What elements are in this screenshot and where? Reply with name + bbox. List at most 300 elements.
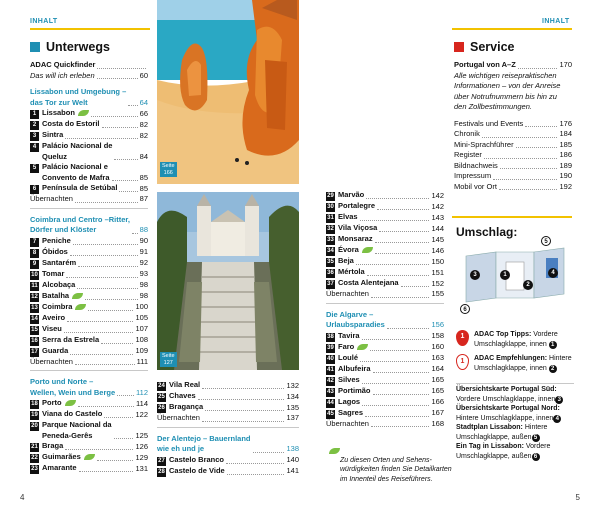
leader-dots — [518, 68, 558, 69]
leader-dots — [132, 233, 138, 234]
page-number: 155 — [431, 289, 444, 298]
page-number: 185 — [559, 139, 572, 149]
page-number: 82 — [139, 130, 148, 140]
marker-6: 6 — [460, 304, 470, 314]
entry-label: 15 Viseu — [31, 323, 62, 333]
toc-entry — [30, 346, 148, 357]
leader-dots — [114, 438, 134, 439]
entry-label: 4 Palácio Nacional de Queluz — [30, 141, 112, 162]
toc-entry — [30, 452, 148, 463]
entry-label: 29 Marvão — [327, 190, 365, 199]
entry-label: 16 Serra da Estrela — [31, 334, 100, 344]
toc-entry — [326, 223, 444, 234]
top-tipps-entry: 1 ADAC Top Tipps: Vordere Umschlagklappe, innen 1 — [456, 330, 574, 349]
entry-label: 19 Viana do Castelo — [31, 409, 103, 418]
entry-label: 44 Lagos — [327, 396, 361, 406]
leaf-icon — [357, 344, 368, 350]
entry-label: 45 Sagres — [327, 407, 364, 417]
page-number: 137 — [286, 413, 299, 422]
leader-dots — [78, 406, 134, 407]
toc-entry — [326, 386, 444, 397]
entry-label: Übernachten — [157, 413, 200, 422]
entry-label: 24 Vila Real — [158, 380, 201, 389]
page-number: 165 — [431, 375, 444, 384]
leader-dots — [70, 255, 138, 256]
blue-square-icon — [30, 42, 40, 52]
entry-label: 28 Castelo de Vide — [158, 465, 225, 475]
toc-entry — [326, 201, 444, 212]
toc-entry — [326, 267, 444, 278]
sanctuary-stairs-photo — [157, 192, 299, 370]
leader-dots — [85, 299, 138, 300]
cover-maps-list — [456, 385, 576, 461]
divider — [456, 383, 574, 384]
page-number: 98 — [139, 291, 148, 300]
leader-dots — [370, 350, 429, 351]
entry-number-badge: 31 — [327, 215, 334, 221]
page-number: 186 — [559, 150, 572, 159]
entry-label: 39 Faro — [326, 342, 368, 353]
page-number: 168 — [431, 418, 444, 428]
entry-number-badge: 34 — [327, 248, 334, 254]
toc-entry — [30, 183, 148, 194]
entry-number-badge: 37 — [327, 281, 334, 287]
entry-label: 42 Silves — [327, 374, 360, 384]
toc-entry — [30, 60, 148, 71]
page-number: 107 — [135, 324, 148, 333]
top-rule-left — [30, 28, 150, 30]
page-number: 108 — [135, 335, 148, 344]
marker-4: 4 — [548, 268, 558, 278]
map-number-badge: 5 — [532, 434, 540, 442]
entry-number-badge: 43 — [327, 388, 334, 395]
entry-label: Coimbra und Centro –Ritter, Dörfer und Klöster — [30, 214, 131, 234]
entry-number-badge: 22 — [31, 455, 38, 461]
page-number: 91 — [139, 247, 148, 256]
entry-label: Die Algarve – Urlaubsparadies — [326, 309, 385, 329]
leader-dots — [102, 127, 138, 128]
page-number: 129 — [135, 452, 148, 462]
entry-label: 17 Guarda — [31, 345, 69, 355]
entry-label: 20 Parque Nacional da Peneda-Gerês — [31, 420, 112, 440]
toc-entry — [454, 150, 572, 161]
entry-label: Register — [454, 150, 482, 159]
toc-entry — [326, 190, 444, 201]
entry-number-badge: 12 — [31, 293, 38, 300]
page-number: 126 — [135, 441, 148, 451]
page-number: 64 — [139, 97, 148, 107]
page-number: 184 — [559, 129, 572, 138]
entry-label: Impressum — [454, 171, 492, 180]
leader-dots — [375, 242, 430, 243]
page-number: 156 — [431, 320, 444, 329]
page-number: 189 — [559, 160, 572, 170]
toc-entry — [30, 420, 148, 441]
toc-entry — [30, 247, 148, 258]
page-number: 131 — [135, 463, 148, 473]
toc-entry — [30, 162, 148, 183]
marker-5: 5 — [541, 236, 551, 246]
leader-dots — [70, 354, 133, 355]
leader-dots — [227, 474, 285, 475]
leader-dots — [73, 244, 138, 245]
entry-number-badge: 28 — [158, 468, 165, 475]
page-number: 163 — [431, 353, 444, 362]
entry-label: 35 Beja — [327, 256, 354, 265]
entry-label: 5 Palácio Nacional e Convento de Mafra — [30, 162, 110, 183]
entry-number-badge: 45 — [327, 410, 334, 417]
leader-dots — [516, 147, 558, 148]
leader-dots — [226, 463, 284, 464]
entry-number-badge: 9 — [30, 260, 39, 269]
leaf-icon — [362, 247, 373, 253]
entry-label: Mini-Sprachführer — [454, 139, 514, 149]
entry-label: ADAC Quickfinder — [30, 60, 96, 69]
entry-label: 41 Albufeira — [327, 363, 371, 373]
service-heading: Service — [454, 40, 514, 54]
entry-label: 9 Santarém — [30, 258, 76, 269]
page-number: 143 — [431, 212, 444, 222]
page-number: 122 — [135, 409, 148, 419]
page-number: 132 — [286, 380, 299, 390]
entry-label: Porto und Norte – Wellen, Wein und Berge — [30, 377, 116, 397]
entry-number-badge: 23 — [31, 466, 38, 472]
entry-label: 21 Braga — [31, 441, 64, 450]
entry-label: Der Alentejo – Bauernland wie eh und je — [157, 433, 251, 453]
toc-entry — [157, 391, 299, 402]
leader-dots — [373, 394, 430, 395]
entry-label: 30 Portalegre — [327, 201, 376, 210]
toc-column-3 — [326, 190, 444, 429]
leader-dots — [101, 343, 133, 344]
entry-number-badge: 13 — [31, 304, 38, 311]
section-heading — [30, 377, 148, 398]
leaf-icon — [78, 110, 89, 116]
toc-entry — [454, 140, 572, 151]
leader-dots — [362, 383, 430, 384]
entry-number-badge: 10 — [31, 271, 38, 278]
marker-3: 3 — [470, 270, 480, 280]
cover-map-entry: Stadtplan Lissabon: Hintere Umschlagklappe, außen 5 — [456, 424, 548, 441]
toc-entry — [326, 353, 444, 364]
page-number: 144 — [431, 223, 444, 233]
leader-dots — [205, 410, 284, 411]
leaf-icon — [84, 454, 95, 460]
leader-dots — [362, 405, 429, 406]
entry-label: Bildnachweis — [454, 160, 498, 170]
entry-label: Übernachten — [30, 194, 73, 203]
leader-dots — [97, 78, 138, 79]
leader-dots — [387, 328, 430, 329]
page-number: 152 — [431, 278, 444, 288]
entry-number-badge: 35 — [327, 259, 334, 265]
entry-number-badge: 41 — [327, 366, 334, 373]
entry-label: 26 Bragança — [158, 402, 204, 411]
leader-dots — [67, 321, 133, 322]
entry-label: 34 Évora — [326, 245, 373, 256]
page-number: 85 — [139, 172, 148, 182]
toc-entry — [157, 402, 299, 413]
entry-label: Festivals und Events — [454, 118, 524, 128]
page-number: 111 — [136, 356, 148, 366]
entry-label: 38 Tavira — [327, 330, 360, 340]
leader-dots — [367, 275, 430, 276]
toc-entry — [30, 441, 148, 452]
entry-number-badge: 32 — [327, 226, 334, 232]
page-number: 135 — [286, 402, 299, 412]
page-number: 125 — [135, 430, 148, 440]
page-number: 93 — [139, 269, 148, 278]
entry-label: 13 Coimbra — [30, 302, 86, 313]
page-number: 164 — [431, 364, 444, 373]
entry-label: 23 Amarante — [31, 463, 77, 472]
entry-label: 43 Portimão — [327, 385, 371, 395]
entry-label: 31 Elvas — [327, 212, 358, 221]
page-number: 138 — [286, 444, 299, 453]
entry-label: Portugal von A–Z — [454, 60, 516, 69]
umschlag-title: Umschlag: — [456, 225, 518, 239]
toc-entry — [454, 171, 572, 182]
leader-dots — [362, 339, 430, 340]
entry-number-badge: 16 — [31, 337, 38, 344]
toc-entry — [30, 108, 148, 119]
entry-number-badge: 42 — [327, 377, 334, 384]
toc-entry — [326, 419, 444, 430]
toc-entry — [326, 408, 444, 419]
page-badge-127: Seite 127 — [162, 353, 175, 366]
page-number: 167 — [431, 408, 444, 417]
leader-dots — [401, 286, 430, 287]
entry-number-badge: 30 — [327, 204, 334, 210]
toc-entry — [30, 313, 148, 324]
leader-dots — [377, 209, 429, 210]
leader-dots — [379, 231, 429, 232]
toc-entry — [326, 234, 444, 245]
entry-label: Übernachten — [326, 418, 369, 428]
service-description: Alle wichtigen reisepraktischen Informationen – von der Anreise über Notrufnummern bis hin zu den Zollbestimmungen. — [454, 70, 561, 111]
leader-dots — [484, 158, 558, 159]
top-tipp-icon: 1 — [456, 330, 469, 346]
page-number: 105 — [135, 313, 148, 322]
toc-entry — [30, 302, 148, 313]
page-number: 192 — [559, 181, 572, 191]
leader-dots — [128, 105, 137, 106]
page-number: 90 — [139, 236, 148, 245]
entry-label: 22 Guimarães — [30, 452, 95, 463]
entry-number-badge: 15 — [31, 326, 38, 333]
divider — [326, 303, 444, 304]
entry-number-badge: 21 — [31, 444, 38, 450]
entry-label: 1 Lissabon — [30, 108, 89, 119]
empfehlung-icon: 1 — [456, 354, 469, 370]
page-number: 60 — [139, 70, 148, 80]
entry-number-badge: 29 — [327, 193, 334, 199]
algarve-cliffs-photo — [157, 0, 299, 184]
page-number: 92 — [139, 258, 148, 267]
marker-1: 1 — [500, 270, 510, 280]
toc-entry — [30, 324, 148, 335]
toc-entry — [30, 291, 148, 302]
toc-entry — [157, 413, 299, 424]
leader-dots — [117, 395, 134, 396]
leader-dots — [356, 264, 430, 265]
entry-label: 10 Tomar — [31, 268, 65, 278]
entry-number-badge: 2 — [30, 121, 39, 130]
page-number: 88 — [139, 225, 148, 234]
entry-label: 32 Vila Viçosa — [327, 223, 378, 232]
section-heading — [30, 215, 148, 236]
page-number: 146 — [431, 245, 444, 255]
entry-number-badge: 27 — [158, 457, 165, 464]
leader-dots — [198, 399, 285, 400]
page-number: 84 — [139, 151, 148, 161]
toc-entry — [30, 71, 148, 82]
toc-entry — [326, 278, 444, 289]
map-number-badge: 4 — [553, 415, 561, 423]
page-number: 87 — [139, 194, 148, 203]
leader-dots — [119, 191, 137, 192]
page-number: 140 — [286, 455, 299, 464]
toc-entry — [326, 256, 444, 267]
top-rule-right — [452, 28, 572, 30]
entry-number-badge: 44 — [327, 399, 334, 406]
page-number: 112 — [136, 387, 148, 397]
toc-entry — [326, 397, 444, 408]
page-number: 109 — [135, 346, 148, 355]
page-number: 170 — [559, 60, 572, 69]
page-number: 160 — [431, 342, 444, 351]
red-square-icon — [454, 42, 464, 52]
leader-dots — [75, 364, 135, 365]
entry-label: 33 Monsaraz — [327, 234, 373, 243]
leader-dots — [97, 68, 146, 69]
leaf-icon — [75, 304, 86, 310]
page-number: 165 — [431, 386, 444, 395]
toc-entry — [326, 331, 444, 342]
toc-entry — [30, 119, 148, 130]
leader-dots — [371, 426, 430, 427]
toc-entry — [157, 466, 299, 477]
page-number-left: 4 — [20, 493, 25, 502]
leader-dots — [79, 471, 134, 472]
entry-number-badge: 5 — [30, 164, 39, 173]
marker-2: 2 — [523, 280, 533, 290]
toc-column-4 — [454, 60, 572, 192]
divider — [157, 427, 299, 428]
empfehlungen-entry: 1 ADAC Empfehlungen: Hintere Umschlagklappe, innen 2 — [456, 354, 574, 373]
leader-dots — [97, 460, 134, 461]
toc-entry — [454, 60, 572, 71]
entry-label: 2 Costa do Estoril — [30, 119, 100, 130]
entry-number-badge: 38 — [327, 333, 334, 340]
toc-entry — [30, 141, 148, 162]
leader-dots — [500, 168, 558, 169]
divider — [30, 208, 148, 209]
map-number-badge: 3 — [555, 396, 563, 404]
leader-dots — [253, 452, 285, 453]
toc-entry — [30, 269, 148, 280]
entry-number-badge: 11 — [31, 282, 38, 289]
leader-dots — [202, 421, 285, 422]
entry-number-badge: 8 — [30, 249, 39, 258]
leader-dots — [366, 198, 429, 199]
leader-dots — [360, 220, 430, 221]
entry-number-badge: 26 — [158, 405, 165, 411]
toc-entry — [454, 129, 572, 140]
toc-column-2 — [157, 380, 299, 477]
entry-label: Mobil vor Ort — [454, 181, 497, 191]
toc-entry — [454, 119, 572, 130]
page-number: 150 — [431, 256, 444, 266]
toc-entry — [30, 398, 148, 409]
leaf-icon — [65, 400, 76, 406]
entry-number-badge: 4 — [30, 143, 39, 152]
entry-number-badge: 18 — [31, 401, 38, 407]
divider — [30, 370, 148, 371]
toc-entry — [157, 380, 299, 391]
leader-dots — [482, 137, 558, 138]
page-number: 98 — [139, 280, 148, 289]
toc-entry — [454, 182, 572, 193]
cover-map-entry: Übersichtskarte Portugal Süd: Vordere Umschlagklappe, innen 3 — [456, 385, 576, 404]
entry-label: 25 Chaves — [158, 391, 196, 400]
leader-dots — [499, 189, 558, 190]
cover-map-entry: Ein Tag in Lissabon: Vordere Umschlagklappe, außen 6 — [456, 443, 551, 460]
entry-number-badge: 39 — [327, 344, 334, 351]
leader-dots — [114, 159, 137, 160]
toc-entry — [326, 375, 444, 386]
entry-number-badge: 3 — [30, 132, 39, 141]
leader-dots — [91, 116, 138, 117]
entry-number-badge: 6 — [30, 185, 39, 194]
page-number: 66 — [139, 108, 148, 118]
entry-label: 6 Península de Setúbal — [30, 183, 117, 194]
inhalt-tag-left: INHALT — [30, 18, 58, 25]
map-number-badge: 6 — [532, 453, 540, 461]
entry-label: 36 Mértola — [327, 267, 365, 276]
entry-label: Übernachten — [326, 289, 369, 298]
entry-label: 11 Alcobaça — [31, 279, 76, 289]
page-number: 190 — [559, 171, 572, 180]
leader-dots — [365, 416, 429, 417]
page-number: 134 — [286, 391, 299, 401]
toc-entry — [30, 236, 148, 247]
leader-dots — [493, 179, 557, 180]
page-number: 85 — [139, 183, 148, 193]
entry-label: 3 Sintra — [30, 130, 63, 141]
entry-number-badge: 24 — [158, 383, 165, 389]
entry-label: Übernachten — [30, 356, 73, 366]
entry-number-badge: 40 — [327, 355, 334, 362]
section-heading — [326, 310, 444, 331]
leader-dots — [88, 310, 133, 311]
leader-dots — [202, 388, 284, 389]
entry-label: 18 Porto — [30, 398, 76, 409]
toc-entry — [30, 335, 148, 346]
leader-dots — [66, 277, 137, 278]
leader-dots — [104, 417, 133, 418]
page-number: 114 — [136, 398, 148, 408]
page-number-right: 5 — [575, 493, 580, 502]
entry-label: Lissabon und Umgebung – das Tor zur Welt — [30, 87, 127, 107]
entry-number-badge: 25 — [158, 394, 165, 400]
leader-dots — [375, 253, 430, 254]
leader-dots — [525, 126, 557, 127]
toc-entry — [326, 364, 444, 375]
entry-label: Chronik — [454, 129, 480, 138]
entry-label: 7 Peniche — [30, 236, 71, 247]
page-number: 142 — [431, 190, 444, 200]
